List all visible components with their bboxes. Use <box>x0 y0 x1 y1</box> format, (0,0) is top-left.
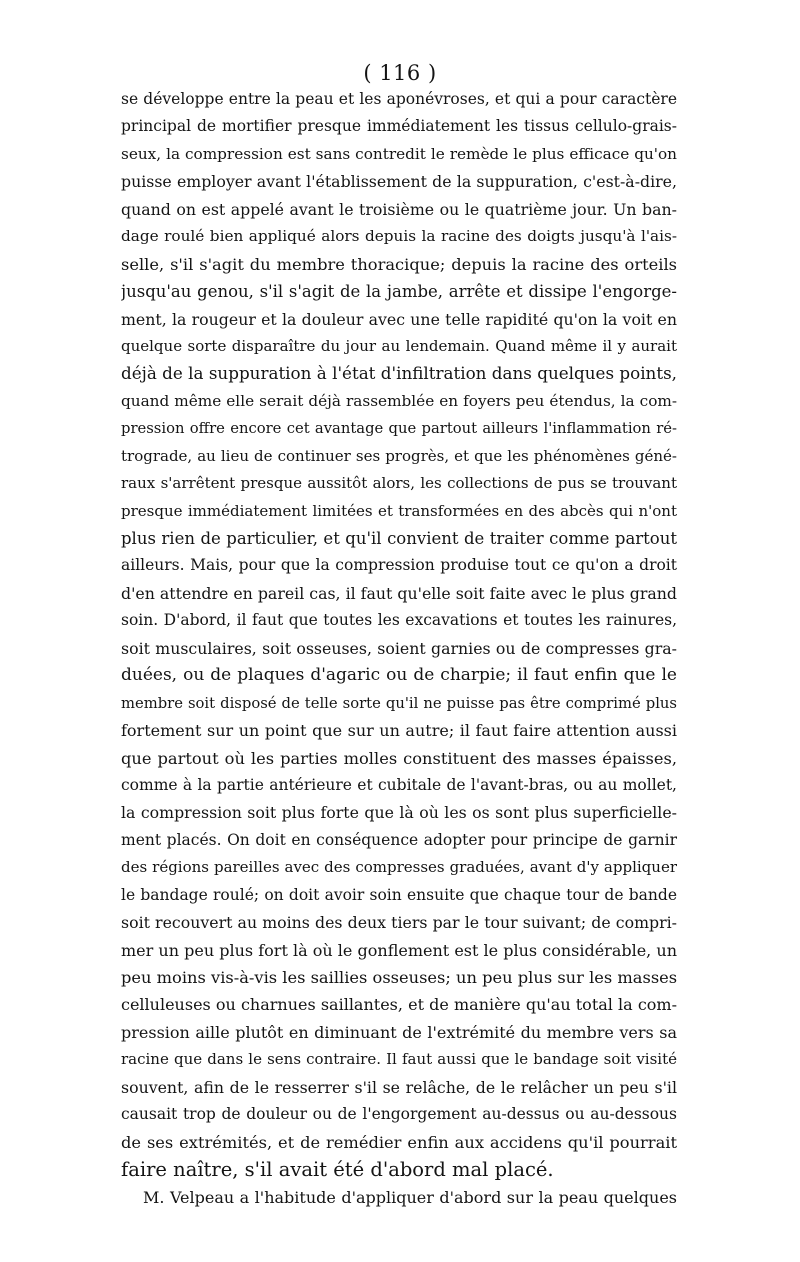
text-line: quand même elle serait déjà rassemblée en foyers peu étendus, la com- <box>121 391 677 410</box>
text-line: ment placés. On doit en conséquence adopter pour principe de garnir <box>121 830 677 849</box>
text-line: soit recouvert au moins des deux tiers par le tour suivant; de compri- <box>121 913 677 933</box>
text-line: se développe entre la peau et les aponévroses, et qui a pour caractère <box>121 90 677 108</box>
text-line: celluleuses ou charnues saillantes, et de manière qu'au total la com- <box>121 995 677 1015</box>
text-line: dage roulé bien appliqué alors depuis la racine des doigts jusqu'à l'ais- <box>121 227 677 246</box>
text-line: des régions pareilles avec des compresses graduées, avant d'y appliquer <box>121 858 677 877</box>
body-text <box>121 86 677 1211</box>
text-line: raux s'arrêtent presque aussitôt alors, les collections de pus se trouvant <box>121 474 677 493</box>
text-line: selle, s'il s'agit du membre thoracique; depuis la racine des orteils <box>121 254 677 274</box>
text-line: plus rien de particulier, et qu'il convient de traiter comme partout <box>121 529 677 548</box>
text-line: soin. D'abord, il faut que toutes les excavations et toutes les rainures, <box>121 611 677 630</box>
text-line: que partout où les parties molles constituent des masses épaisses, <box>121 748 677 768</box>
page-number: ( 116 ) <box>363 61 437 85</box>
text-line: le bandage roulé; on doit avoir soin ensuite que chaque tour de bande <box>121 885 677 904</box>
text-line: d'en attendre en pareil cas, il faut qu'elle soit faite avec le plus grand <box>121 583 677 603</box>
text-line: quand on est appelé avant le troisième ou le quatrième jour. Un ban- <box>121 199 677 219</box>
text-line: ment, la rougeur et la douleur avec une telle rapidité qu'on la voit en <box>121 309 677 329</box>
text-line: de ses extrémités, et de remédier enfin aux accidens qu'il pourrait <box>121 1132 677 1152</box>
text-line: jusqu'au genou, s'il s'agit de la jambe, arrête et dissipe l'engorge- <box>121 282 677 302</box>
text-line: principal de mortifier presque immédiatement les tissus cellulo-grais- <box>121 117 677 136</box>
text-line: trograde, au lieu de continuer ses progrès, et que les phénomènes géné- <box>121 446 677 465</box>
text-line: souvent, afin de le resserrer s'il se relâche, de le relâcher un peu s'il <box>121 1077 677 1097</box>
text-line: comme à la partie antérieure et cubitale de l'avant-bras, ou au mollet, <box>121 775 677 794</box>
text-line: duées, ou de plaques d'agaric ou de charpie; il faut enfin que le <box>121 665 677 686</box>
text-line: peu moins vis-à-vis les saillies osseuses; un peu plus sur les masses <box>121 968 677 987</box>
text-line: seux, la compression est sans contredit le remède le plus efficace qu'on <box>121 144 677 163</box>
paragraph-end-line: faire naître, s'il avait été d'abord mal placé. <box>121 1158 554 1182</box>
text-line: presque immédiatement limitées et transformées en des abcès qui n'ont <box>121 501 677 520</box>
text-line: fortement sur un point que sur un autre; il faut faire attention aussi <box>121 721 677 741</box>
paragraph-start-line: M. Velpeau a l'habitude d'appliquer d'abord sur la peau quelques <box>143 1187 677 1207</box>
text-line: soit musculaires, soit osseuses, soient garnies ou de compresses gra- <box>121 638 677 658</box>
text-line: puisse employer avant l'établissement de la suppuration, c'est-à-dire, <box>121 172 677 192</box>
text-line: membre soit disposé de telle sorte qu'il ne puisse pas être comprimé plus <box>121 694 677 712</box>
text-line: déjà de la suppuration à l'état d'infiltration dans quelques points, <box>121 363 677 384</box>
text-line: la compression soit plus forte que là où les os sont plus superficielle- <box>121 803 677 823</box>
text-line: racine que dans le sens contraire. Il faut aussi que le bandage soit visité <box>121 1050 677 1069</box>
text-line: mer un peu plus fort là où le gonflement est le plus considérable, un <box>121 940 677 960</box>
text-line: pression aille plutôt en diminuant de l'extrémité du membre vers sa <box>121 1022 677 1042</box>
text-line: quelque sorte disparaître du jour au lendemain. Quand même il y aurait <box>121 336 677 355</box>
text-line: ailleurs. Mais, pour que la compression produise tout ce qu'on a droit <box>121 556 677 575</box>
text-line: pression offre encore cet avantage que partout ailleurs l'inflammation ré- <box>121 420 677 438</box>
text-line: causait trop de douleur ou de l'engorgement au-dessus ou au-dessous <box>121 1105 677 1124</box>
